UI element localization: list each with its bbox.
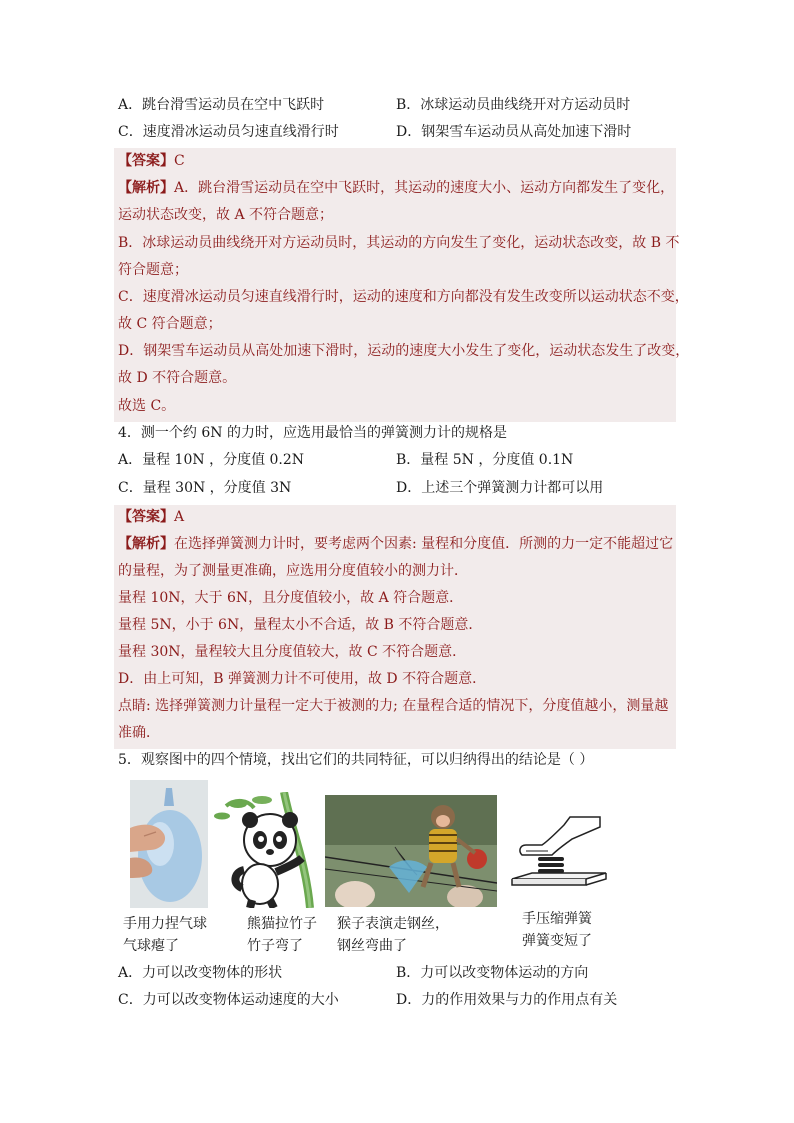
q3-analysis-line-1 bbox=[118, 178, 674, 198]
q4-option-c: C．量程 30N ，分度值 3N bbox=[118, 480, 292, 496]
q5-stem: 5．观察图中的四个情境，找出它们的共同特征，可以归纳得出的结论是（ ） bbox=[118, 752, 594, 768]
q3-options-row-2 bbox=[118, 122, 678, 142]
q3-analysis-line-2: 运动状态改变，故 A 不符合题意； bbox=[118, 207, 334, 223]
q4-analysis-line-4: 量程 5N，小于 6N，量程太小不合适，故 B 不符合题意． bbox=[118, 617, 483, 633]
answer-value: A bbox=[174, 509, 185, 525]
q4-option-b: B．量程 5N ，分度值 0.1N bbox=[396, 452, 574, 468]
answer-tag: 【答案】 bbox=[118, 153, 174, 169]
caption-balloon bbox=[123, 913, 207, 957]
q4-analysis-line-5: 量程 30N，量程较大且分度值较大，故 C 不符合题意． bbox=[118, 644, 467, 660]
spring-illustration-frame bbox=[508, 815, 608, 897]
caption-line: 手压缩弹簧 bbox=[522, 911, 592, 927]
caption-spring bbox=[522, 908, 592, 952]
q3-option-d: D．钢架雪车运动员从高处加速下滑时 bbox=[396, 124, 632, 140]
q4-option-d: D．上述三个弹簧测力计都可以用 bbox=[396, 480, 604, 496]
q4-analysis-line-7: 点睛: 选择弹簧测力计量程一定大于被测的力; 在量程合适的情况下，分度值越小，测量越 bbox=[118, 698, 669, 714]
caption-line: 竹子弯了 bbox=[247, 938, 303, 954]
q3-analysis-line-8: 故 D 不符合题意。 bbox=[118, 370, 237, 386]
answer-tag: 【答案】 bbox=[118, 509, 174, 525]
q3-option-b: B．冰球运动员曲线绕开对方运动员时 bbox=[396, 97, 631, 113]
q5-option-d: D．力的作用效果与力的作用点有关 bbox=[396, 992, 618, 1008]
q4-options-row-2 bbox=[118, 478, 678, 498]
q3-answer bbox=[118, 151, 185, 171]
q4-analysis-line-3: 量程 10N，大于 6N，且分度值较小，故 A 符合题意． bbox=[118, 590, 464, 606]
balloon-photo bbox=[130, 780, 208, 908]
analysis-text: 在选择弹簧测力计时，要考虑两个因素: 量程和分度值．所测的力一定不能超过它 bbox=[174, 536, 674, 552]
caption-line: 手用力捏气球 bbox=[123, 916, 207, 932]
q4-analysis-line-8: 准确． bbox=[118, 725, 160, 741]
panda-illustration-frame bbox=[214, 792, 324, 908]
q5-option-c: C．力可以改变物体运动速度的大小 bbox=[118, 992, 339, 1008]
q4-options-row-1 bbox=[118, 450, 678, 470]
panda-illustration bbox=[214, 792, 324, 908]
q3-analysis-line-7: D．钢架雪车运动员从高处加速下滑时，运动的速度大小发生了变化，运动状态发生了改变， bbox=[118, 343, 690, 359]
analysis-text: A．跳台滑雪运动员在空中飞跃时，其运动的速度大小、运动方向都发生了变化， bbox=[174, 180, 675, 196]
caption-line: 气球瘪了 bbox=[123, 938, 179, 954]
q4-analysis-line-2: 的量程，为了测量更准确，应选用分度值较小的测力计． bbox=[118, 563, 468, 579]
q5-options-row-1 bbox=[118, 963, 678, 983]
q5-option-b: B．力可以改变物体运动的方向 bbox=[396, 965, 589, 981]
q3-options-row-1 bbox=[118, 95, 678, 115]
q4-answer bbox=[118, 507, 184, 527]
caption-line: 弹簧变短了 bbox=[522, 933, 592, 949]
q3-analysis-line-6: 故 C 符合题意； bbox=[118, 316, 222, 332]
analysis-tag: 【解析】 bbox=[118, 180, 174, 196]
spring-illustration bbox=[508, 815, 608, 897]
q4-analysis-line-1 bbox=[118, 534, 673, 554]
q4-option-a: A．量程 10N ，分度值 0.2N bbox=[118, 452, 305, 468]
caption-line: 钢丝弯曲了 bbox=[337, 938, 407, 954]
q3-analysis-line-9: 故选 C。 bbox=[118, 398, 176, 414]
caption-line: 猴子表演走钢丝， bbox=[337, 916, 449, 932]
monkey-illustration bbox=[325, 795, 497, 907]
monkey-photo bbox=[325, 795, 497, 907]
answer-value: C bbox=[174, 153, 185, 169]
q5-option-a: A．力可以改变物体的形状 bbox=[118, 965, 283, 981]
q3-analysis-line-5: C．速度滑冰运动员匀速直线滑行时，运动的速度和方向都没有发生改变所以运动状态不变， bbox=[118, 289, 689, 305]
q3-option-c: C．速度滑冰运动员匀速直线滑行时 bbox=[118, 124, 339, 140]
balloon-illustration bbox=[130, 780, 208, 908]
q4-stem: 4．测一个约 6N 的力时，应选用最恰当的弹簧测力计的规格是 bbox=[118, 425, 507, 441]
caption-monkey bbox=[337, 913, 449, 957]
caption-panda bbox=[247, 913, 317, 957]
analysis-tag: 【解析】 bbox=[118, 536, 174, 552]
q3-analysis-line-4: 符合题意； bbox=[118, 262, 188, 278]
caption-line: 熊猫拉竹子 bbox=[247, 916, 317, 932]
q3-analysis-line-3: B．冰球运动员曲线绕开对方运动员时，其运动的方向发生了变化，运动状态改变，故 B 不 bbox=[118, 235, 680, 251]
q5-options-row-2 bbox=[118, 990, 678, 1010]
q4-analysis-line-6: D．由上可知，B 弹簧测力计不可使用，故 D 不符合题意． bbox=[118, 671, 487, 687]
q3-option-a: A．跳台滑雪运动员在空中飞跃时 bbox=[118, 97, 325, 113]
